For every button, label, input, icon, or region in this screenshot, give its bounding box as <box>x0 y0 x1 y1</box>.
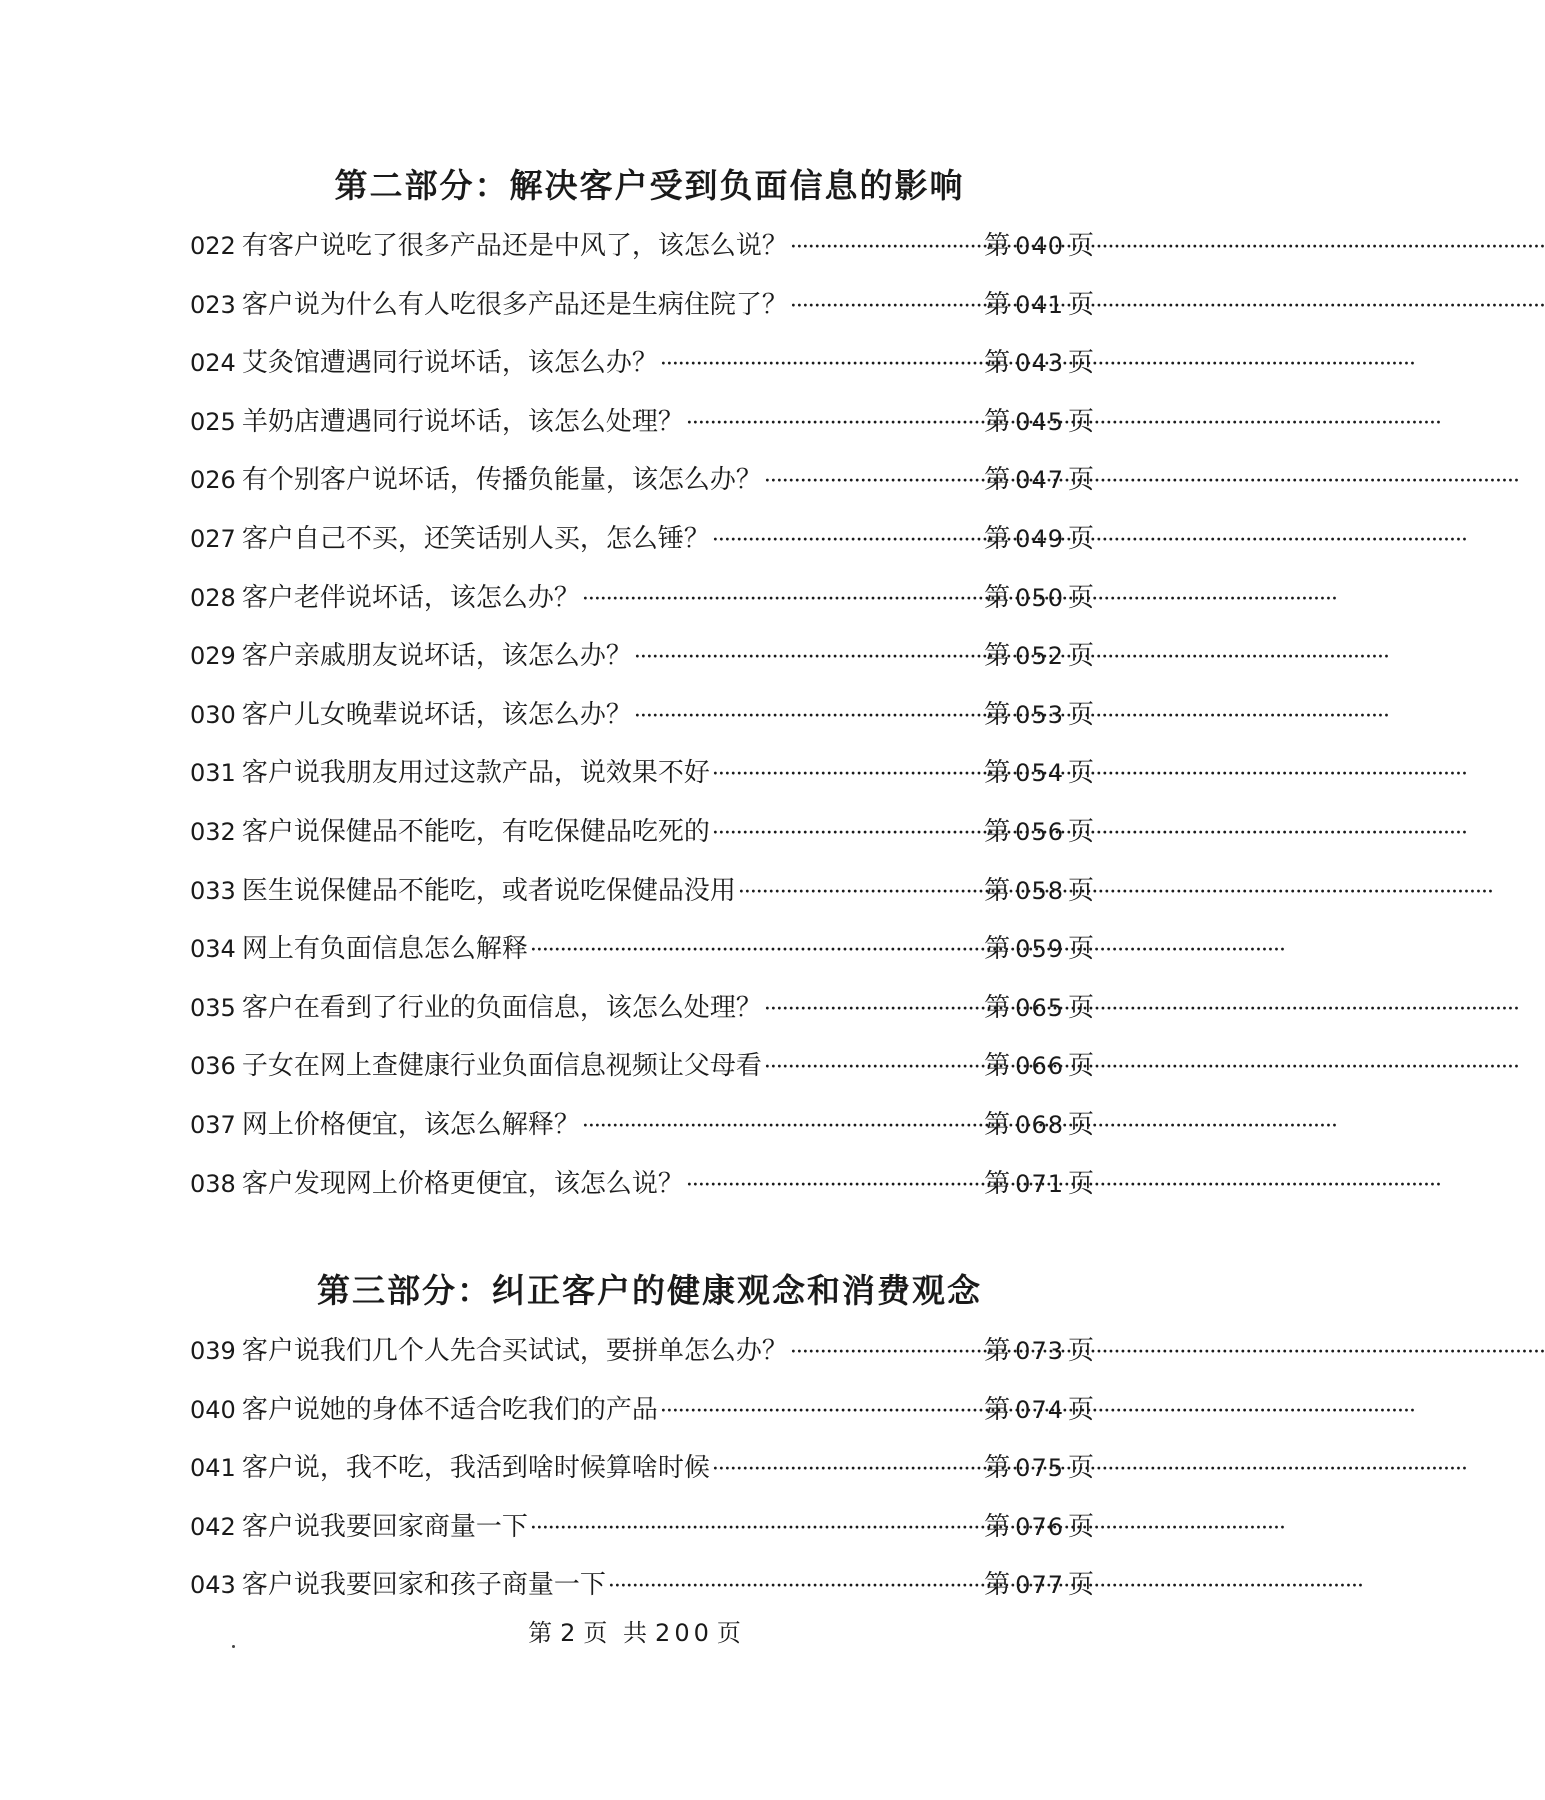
page-prefix: 第 <box>984 1109 1012 1140</box>
toc-item-page <box>984 1322 1095 1381</box>
page-prefix: 第 <box>984 934 1012 965</box>
toc-item-number: 035 <box>190 993 236 1022</box>
toc-item-number: 028 <box>190 583 236 612</box>
page-prefix: 第 <box>984 1168 1012 1199</box>
toc-item-page <box>984 1439 1095 1498</box>
page-prefix: 第 <box>984 231 1012 261</box>
toc-item-number: 025 <box>190 407 236 436</box>
dot-leader <box>712 1439 982 1500</box>
toc-item-title: 网上有负面信息怎么解释 <box>241 934 528 965</box>
page-suffix: 页 <box>1067 1336 1095 1366</box>
dot-leader <box>660 334 982 395</box>
toc-item-title: 网上价格便宜，该怎么解释？ <box>241 1109 580 1140</box>
page-number: 068 <box>1015 1110 1064 1139</box>
page-number: 052 <box>1015 642 1064 671</box>
toc-item-title: 客户说保健品不能吃，有吃保健品吃死的 <box>241 816 710 847</box>
toc-item <box>190 979 1095 1038</box>
page-suffix: 页 <box>1067 1394 1095 1425</box>
toc-item-title: 艾灸馆遭遇同行说坏话，该怎么办？ <box>241 348 658 379</box>
toc-item-title: 客户说，我不吃，我活到啥时候算啥时候 <box>241 1453 710 1484</box>
dot-leader <box>686 393 982 454</box>
toc-item-number: 027 <box>190 524 236 553</box>
page-prefix: 第 <box>984 1394 1012 1425</box>
toc-item <box>190 1155 1095 1214</box>
toc-item-title: 客户发现网上价格更便宜，该怎么说？ <box>241 1168 684 1199</box>
page-number: 075 <box>1015 1454 1064 1483</box>
toc-item-number: 024 <box>190 349 236 378</box>
page-suffix: 页 <box>1067 699 1095 730</box>
footer-prefix: 第 <box>528 1619 557 1647</box>
section-title: 第二部分：解决客户受到负面信息的影响 <box>334 166 965 205</box>
toc-item-number: 023 <box>190 290 236 319</box>
page-suffix: 页 <box>1067 348 1095 379</box>
toc-item-title: 客户说她的身体不适合吃我们的产品 <box>241 1394 658 1425</box>
page-prefix: 第 <box>984 1511 1012 1542</box>
toc-item-title: 客户老伴说坏话，该怎么办？ <box>241 582 580 613</box>
toc-item-title: 客户说我要回家商量一下 <box>241 1511 528 1542</box>
page-footer <box>0 1613 1273 1648</box>
page-number: 077 <box>1015 1571 1064 1600</box>
footer-total-pages: 200 <box>655 1619 713 1647</box>
page-number: 059 <box>1015 935 1064 964</box>
toc-item-number: 043 <box>190 1571 236 1600</box>
section-title: 第三部分：纠正客户的健康观念和消费观念 <box>317 1271 982 1310</box>
page-prefix: 第 <box>984 523 1012 554</box>
page-prefix: 第 <box>984 348 1012 379</box>
toc-item <box>190 627 1095 686</box>
toc-item <box>190 393 1095 452</box>
toc-item <box>190 1439 1095 1498</box>
toc-item-number: 030 <box>190 700 236 729</box>
page-suffix: 页 <box>1067 992 1095 1023</box>
scan-speck <box>232 1645 235 1648</box>
dot-leader <box>712 744 982 805</box>
page-number: 053 <box>1015 700 1064 729</box>
page-number: 056 <box>1015 817 1064 846</box>
toc-item-number: 032 <box>190 817 236 846</box>
page-suffix: 页 <box>1067 231 1095 261</box>
toc-item-title: 子女在网上查健康行业负面信息视频让父母看 <box>241 1051 762 1082</box>
dot-leader <box>634 686 982 747</box>
page-prefix: 第 <box>984 1570 1012 1601</box>
dot-leader <box>764 1037 982 1098</box>
page-prefix: 第 <box>984 992 1012 1023</box>
toc-item-number: 037 <box>190 1110 236 1139</box>
toc-item-page <box>984 803 1095 862</box>
page-number: 049 <box>1015 524 1064 553</box>
toc-item-number: 026 <box>190 466 236 495</box>
dot-leader <box>530 1498 982 1559</box>
dot-leader <box>712 803 982 864</box>
toc-item-page <box>984 451 1095 510</box>
toc-item-number: 041 <box>190 1454 236 1483</box>
page-number: 058 <box>1015 876 1064 905</box>
page-suffix: 页 <box>1067 1109 1095 1140</box>
page-suffix: 页 <box>1067 289 1095 320</box>
toc-item-page <box>984 979 1095 1038</box>
toc-item-title: 客户自己不买，还笑话别人买，怎么锤？ <box>241 523 710 554</box>
dot-leader <box>686 1155 982 1216</box>
dot-leader <box>790 217 982 278</box>
toc-item-page <box>984 1498 1095 1557</box>
toc-item <box>190 334 1095 393</box>
dot-leader <box>738 862 982 923</box>
toc-item <box>190 1096 1095 1155</box>
toc-item-page <box>984 686 1095 745</box>
page-suffix: 页 <box>1067 875 1095 906</box>
toc-item-page <box>984 1556 1095 1615</box>
toc-item-number: 039 <box>190 1337 236 1365</box>
page-prefix: 第 <box>984 875 1012 906</box>
page-number: 076 <box>1015 1512 1064 1541</box>
toc-item <box>190 510 1095 569</box>
page-suffix: 页 <box>1067 582 1095 613</box>
page-suffix: 页 <box>1067 523 1095 554</box>
dot-leader <box>608 1556 982 1617</box>
page-number: 045 <box>1015 407 1064 436</box>
page-suffix: 页 <box>1067 1051 1095 1082</box>
page-prefix: 第 <box>984 1336 1012 1366</box>
page-prefix: 第 <box>984 582 1012 613</box>
toc-item-number: 034 <box>190 935 236 964</box>
page-suffix: 页 <box>1067 1570 1095 1601</box>
page-number: 054 <box>1015 759 1064 788</box>
page-prefix: 第 <box>984 699 1012 730</box>
toc-item-number: 038 <box>190 1169 236 1198</box>
section-part-3 <box>190 1260 1095 1615</box>
toc-item <box>190 217 1095 276</box>
page-suffix: 页 <box>1067 758 1095 789</box>
toc-item-page <box>984 217 1095 276</box>
page-number: 040 <box>1015 232 1064 260</box>
toc-item-title: 有个别客户说坏话，传播负能量，该怎么办？ <box>241 465 762 496</box>
dot-leader <box>660 1381 982 1442</box>
toc-item <box>190 451 1095 510</box>
toc-item-title: 客户说我们几个人先合买试试，要拼单怎么办？ <box>241 1336 788 1366</box>
dot-leader <box>634 627 982 688</box>
dot-leader <box>582 569 982 630</box>
toc-item-title: 羊奶店遭遇同行说坏话，该怎么处理？ <box>241 406 684 437</box>
toc-item-page <box>984 276 1095 335</box>
toc-item-page <box>984 627 1095 686</box>
toc-item-number: 040 <box>190 1395 236 1424</box>
toc-item-title: 客户亲戚朋友说坏话，该怎么办？ <box>241 641 632 672</box>
toc-item <box>190 686 1095 745</box>
toc-item-title: 客户说我朋友用过这款产品，说效果不好 <box>241 758 710 789</box>
toc-item-page <box>984 393 1095 452</box>
toc-item-title: 客户儿女晚辈说坏话，该怎么办？ <box>241 699 632 730</box>
toc-item <box>190 1037 1095 1096</box>
page-prefix: 第 <box>984 465 1012 496</box>
toc-list <box>190 217 1095 1213</box>
page-prefix: 第 <box>984 1051 1012 1082</box>
page-prefix: 第 <box>984 641 1012 672</box>
toc-item-number: 031 <box>190 759 236 788</box>
dot-leader <box>790 1322 982 1383</box>
toc-item <box>190 744 1095 803</box>
section-part-2 <box>190 155 1095 1213</box>
dot-leader <box>530 920 982 981</box>
toc-item-page <box>984 569 1095 628</box>
dot-leader <box>764 979 982 1040</box>
toc-item-number: 029 <box>190 642 236 671</box>
page-suffix: 页 <box>1067 641 1095 672</box>
toc-item-title: 客户在看到了行业的负面信息，该怎么处理？ <box>241 992 762 1023</box>
toc-item <box>190 803 1095 862</box>
dot-leader <box>790 276 982 337</box>
footer-suffix: 页 <box>716 1619 745 1647</box>
toc-item-page <box>984 1037 1095 1096</box>
toc-item-number: 022 <box>190 232 236 260</box>
page-prefix: 第 <box>984 289 1012 320</box>
page-number: 071 <box>1015 1169 1064 1198</box>
toc-item-page <box>984 1096 1095 1155</box>
page-number: 043 <box>1015 349 1064 378</box>
toc-item <box>190 862 1095 921</box>
toc-item-page <box>984 1381 1095 1440</box>
toc-item-number: 033 <box>190 876 236 905</box>
page-number: 047 <box>1015 466 1064 495</box>
toc-item <box>190 276 1095 335</box>
dot-leader <box>764 451 982 512</box>
page-prefix: 第 <box>984 816 1012 847</box>
page-number: 041 <box>1015 290 1064 319</box>
toc-item-page <box>984 744 1095 803</box>
toc-item-page <box>984 510 1095 569</box>
page-prefix: 第 <box>984 406 1012 437</box>
toc-list <box>190 1322 1095 1615</box>
page-suffix: 页 <box>1067 1168 1095 1199</box>
footer-mid: 页 共 <box>583 1619 652 1647</box>
page-number: 074 <box>1015 1395 1064 1424</box>
toc-item <box>190 569 1095 628</box>
page-suffix: 页 <box>1067 934 1095 965</box>
toc-item-page <box>984 862 1095 921</box>
dot-leader <box>582 1096 982 1157</box>
toc-item <box>190 920 1095 979</box>
page-prefix: 第 <box>984 758 1012 789</box>
toc-item <box>190 1498 1095 1557</box>
toc-item-number: 036 <box>190 1052 236 1081</box>
page-suffix: 页 <box>1067 1511 1095 1542</box>
toc-item-page <box>984 920 1095 979</box>
toc-item-page <box>984 334 1095 393</box>
toc-item <box>190 1322 1095 1381</box>
page-prefix: 第 <box>984 1453 1012 1484</box>
toc-item-title: 客户说为什么有人吃很多产品还是生病住院了？ <box>241 289 788 320</box>
footer-current-page: 2 <box>560 1619 580 1647</box>
toc-item-number: 042 <box>190 1512 236 1541</box>
page-suffix: 页 <box>1067 1453 1095 1484</box>
page-number: 066 <box>1015 1052 1064 1081</box>
page-suffix: 页 <box>1067 465 1095 496</box>
toc-item-title: 医生说保健品不能吃，或者说吃保健品没用 <box>241 875 736 906</box>
page-number: 065 <box>1015 993 1064 1022</box>
toc-item-page <box>984 1155 1095 1214</box>
toc-item <box>190 1556 1095 1615</box>
page-suffix: 页 <box>1067 406 1095 437</box>
toc-item-title: 有客户说吃了很多产品还是中风了，该怎么说？ <box>241 231 788 261</box>
toc-item <box>190 1381 1095 1440</box>
page-number: 073 <box>1015 1337 1064 1365</box>
toc-item-title: 客户说我要回家和孩子商量一下 <box>241 1570 606 1601</box>
page-suffix: 页 <box>1067 816 1095 847</box>
page-number: 050 <box>1015 583 1064 612</box>
dot-leader <box>712 510 982 571</box>
